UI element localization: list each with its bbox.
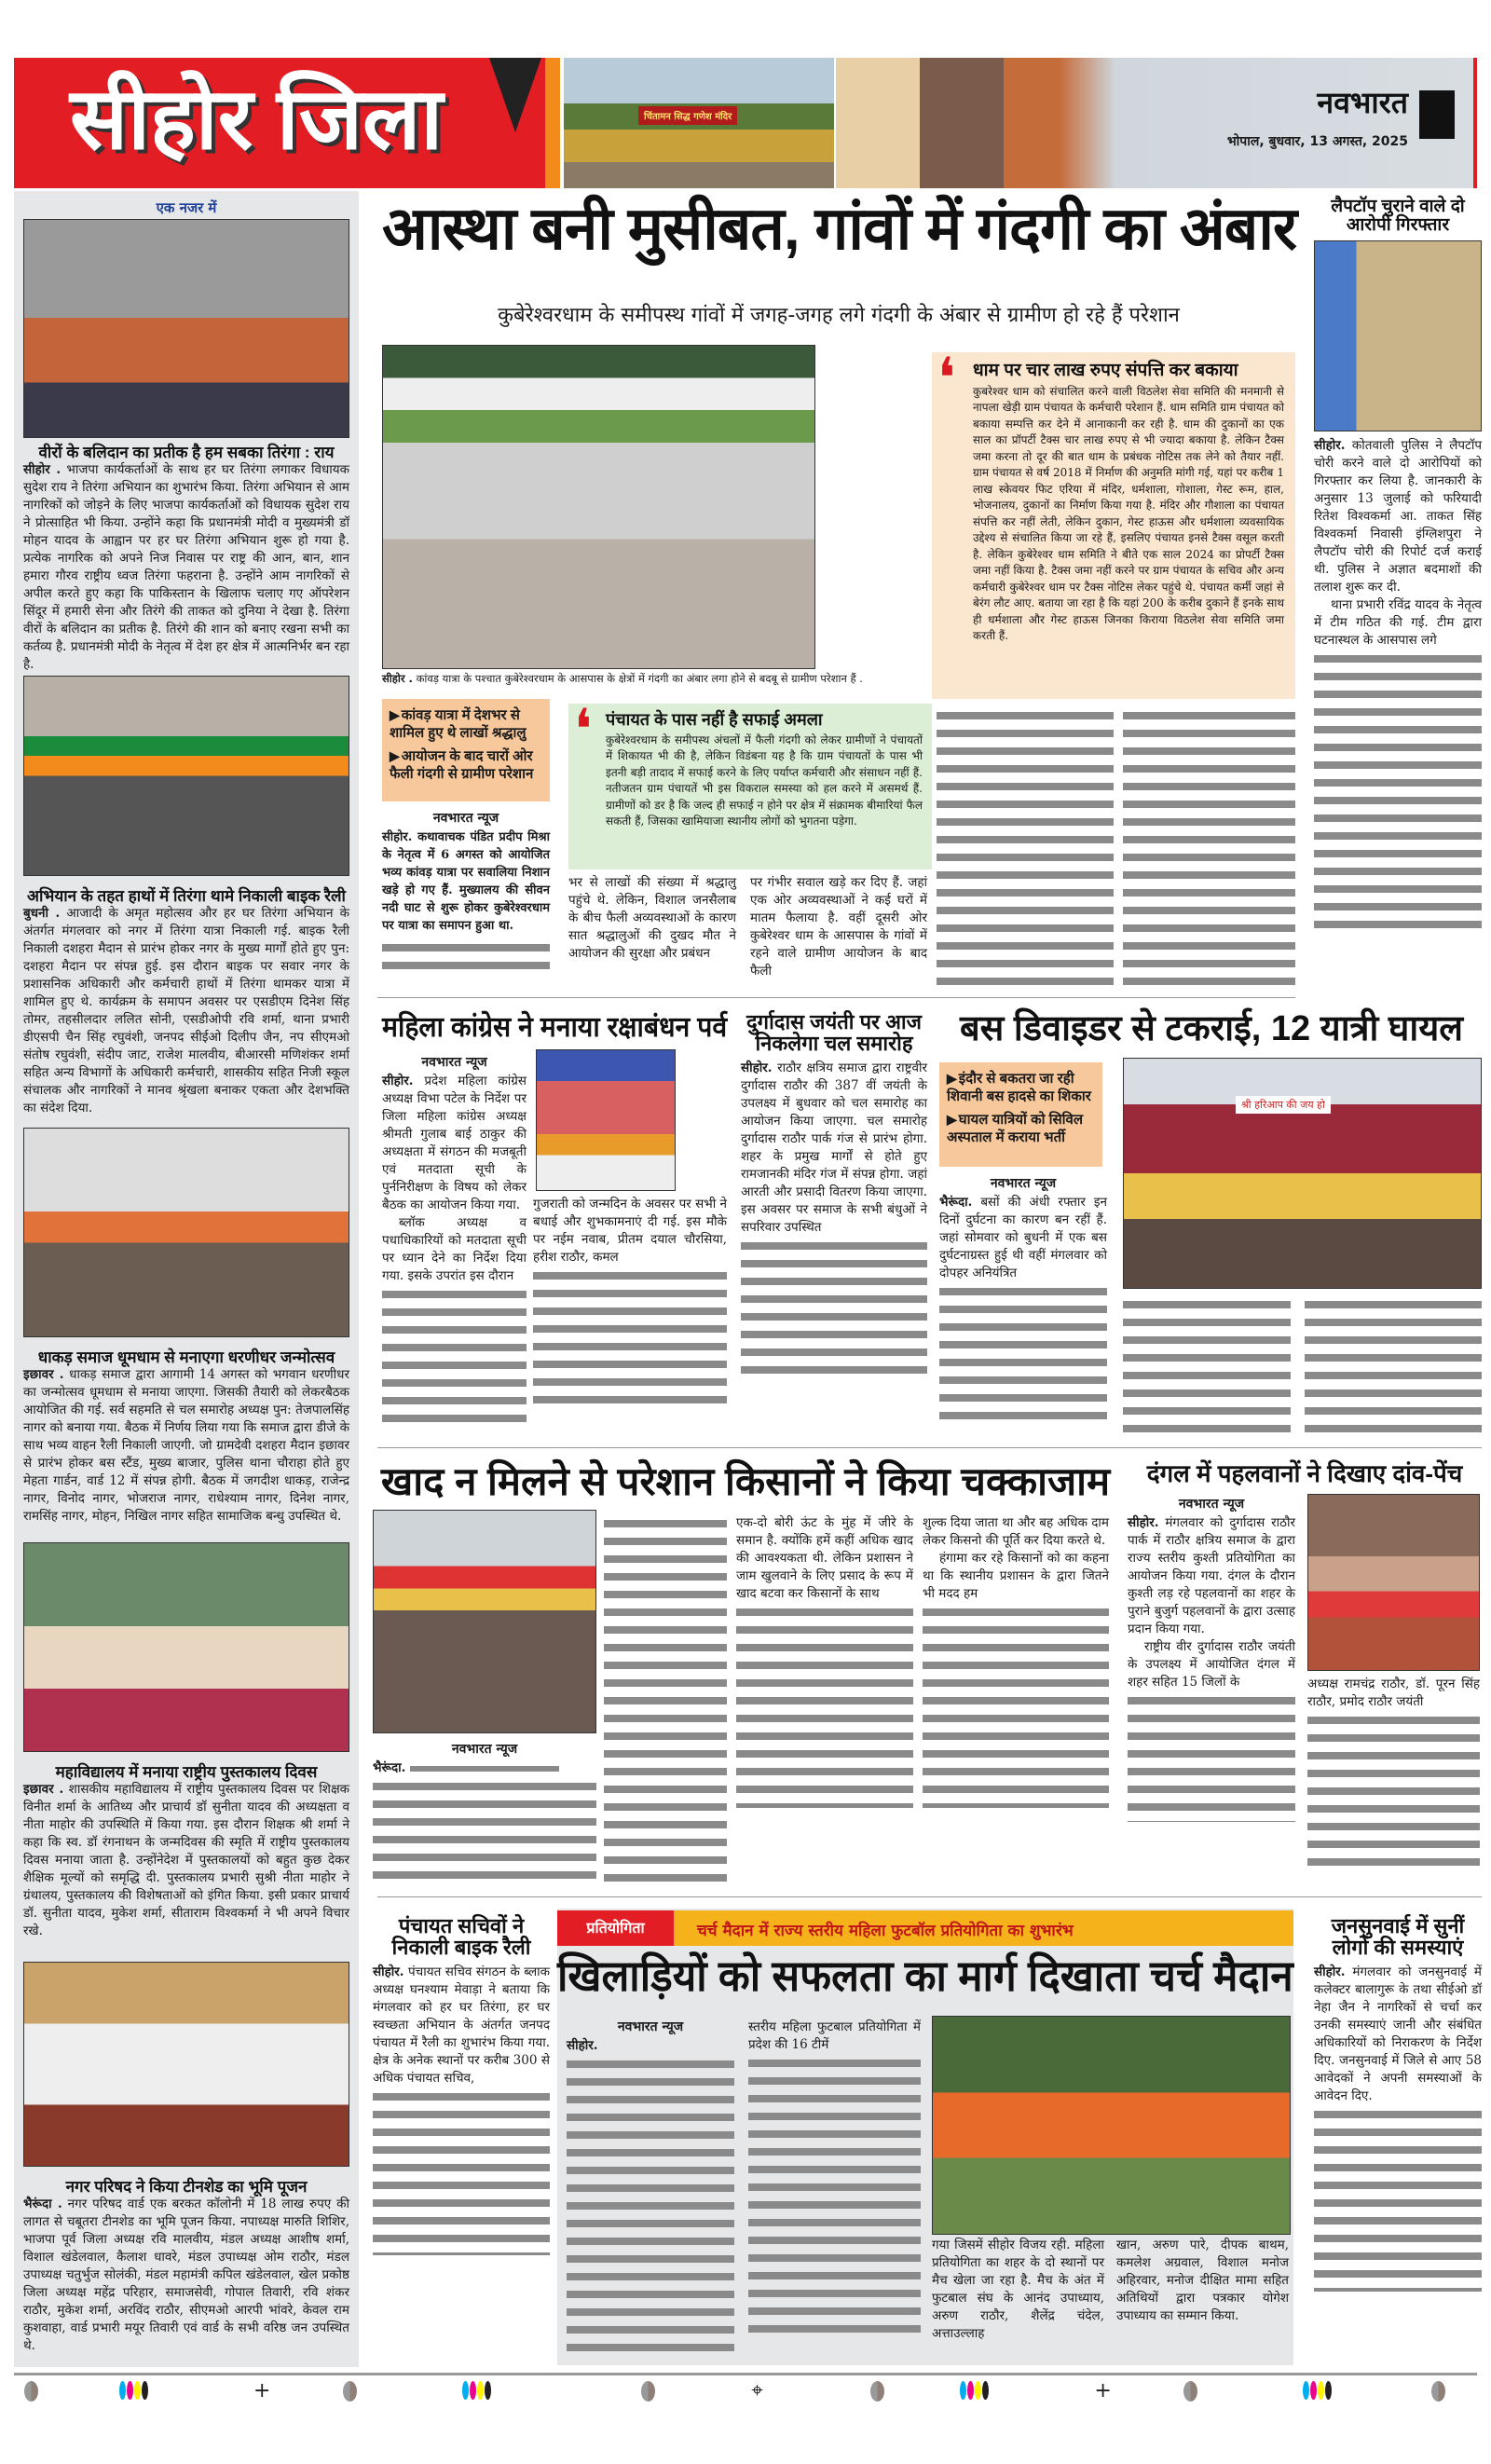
text-filler xyxy=(1314,2105,1482,2292)
bus-headline: बस डिवाइडर से टकराई, 12 यात्री घायल xyxy=(959,1009,1464,1048)
mahila-congress-photo xyxy=(536,1049,676,1191)
highlight: ▶ कांवड़ यात्रा में देशभर से शामिल हुए थे लाखों श्रद्धालु xyxy=(390,706,542,742)
dateline: भैरूंदा . xyxy=(23,2196,62,2211)
byline: नवभारत न्यूज xyxy=(432,811,499,826)
box-title: पंचायत के पास नहीं है सफाई अमला xyxy=(606,710,823,729)
story-text xyxy=(1314,1964,1482,2105)
cmyk-patch-icon xyxy=(119,2381,148,2400)
section-title-banner xyxy=(14,58,559,188)
gray-patch-icon xyxy=(24,2381,38,2402)
intro-body: कथावाचक पंडित प्रदीप मिश्रा के नेतृत्व में 6 अगस्त को आयोजित भव्य कांवड़ यात्रा पर सवालिया निशान खड़े हो गए हैं. मुख्यालय की सीवन नदी घाट से शुरू होकर कुबेरेश्वरधाम पर यात्रा का समापन हुआ था. xyxy=(382,830,550,933)
story-text xyxy=(373,1964,550,2088)
police-photo xyxy=(1314,240,1482,431)
dateline: इछावर . xyxy=(23,1781,64,1797)
story-headline: लैपटॉप चुराने वाले दो आरोपी गिरफ्तार xyxy=(1331,197,1465,235)
story-headline: दुर्गादास जयंती पर आज निकलेगा चल समारोह xyxy=(746,1010,922,1056)
temple-sign: चिंतामन सिद्ध गणेश मंदिर xyxy=(638,106,737,125)
mahila-headline: महिला कांग्रेस ने मनाया रक्षाबंधन पर्व xyxy=(382,1012,728,1043)
football-col-2 xyxy=(748,2019,921,2334)
dateline: भैरूंदा. xyxy=(373,1760,406,1775)
story-text-2: हंगामा कर रहे किसानों को का कहना था कि स्थानीय प्रशासन के द्वारा जितने भी मदद हम xyxy=(923,1551,1109,1601)
brief-1 xyxy=(23,445,349,674)
brand-block xyxy=(1419,90,1455,139)
chakkajam-photo xyxy=(373,1510,596,1733)
dangal-headline: दंगल में पहलवानों ने दिखाए दांव-पेंच xyxy=(1146,1459,1463,1487)
bus-accident-photo xyxy=(1123,1058,1482,1289)
highlight: ▶ घायल यात्रियों को सिविल अस्पताल में कराया भर्ती xyxy=(947,1111,1095,1146)
gray-patch-icon xyxy=(1183,2381,1197,2402)
brief-headline: अभियान के तहत हाथों में तिरंगा थामे निकाली बाइक रैली xyxy=(27,887,346,905)
dateline: सीहोर. xyxy=(373,1964,404,1980)
text-filler xyxy=(382,1285,527,1425)
gray-patch-icon xyxy=(641,2381,655,2402)
garbage-photo xyxy=(382,345,815,669)
dateline: सीहोर. xyxy=(382,830,413,844)
dangal-col-1 xyxy=(1128,1493,1295,1822)
story-text: गुजराती को जन्मदिन के अवसर पर सभी ने बधाई और शुभकामनाएं दी गई. इस मौके पर नईम नवाब, प्रीतम दयाल चौरसिया, हरीश राठौर, कमल xyxy=(533,1197,727,1265)
dateline: बुधनी . xyxy=(23,905,61,921)
masthead xyxy=(14,58,1482,188)
brand-logo: नवभारत xyxy=(1317,86,1408,119)
brief-body xyxy=(23,2196,349,2355)
brief-headline: महाविद्यालय में मनाया राष्ट्रीय पुस्तकालय दिवस xyxy=(55,1763,318,1781)
footer-rule xyxy=(14,2373,1477,2375)
text-filler xyxy=(1314,650,1482,929)
kicker-bar xyxy=(557,1910,1293,1946)
lead-col-3: पर गंभीर सवाल खड़े कर दिए हैं. जहां एक ओर अव्यवस्थाओं ने कई घरों में मातम फैलाया है. वहीं दूसरी ओर कुबेरेश्वर धाम के आसपास के गांवों में रहने वाले ग्रामीण आयोजन के बाद फैली xyxy=(750,875,927,979)
dateline: सीहोर . xyxy=(382,672,413,685)
lead-col-5 xyxy=(1123,706,1295,986)
brief-text: भाजपा कार्यकर्ताओं के साथ हर घर तिरंगा लगाकर विधायक सुदेश राय ने तिरंगा अभियान का शुभारंभ किया. तिरंगा अभियान से आम नागरिकों को जोड़ने के लिए भाजपा कार्यकर्ताओं को विधायक सुदेश राय ने प्रोत्साहित भी किया. उन्होंने कहा कि प्रधानमंत्री मोदी व मुख्यमंत्री डॉ मोहन यादव के आह्वान पर हर घर तिरंगा अभियान शुरू हो गया है. प्रत्येक नागरिक को अपने निज निवास पर राष्ट्र की आन, बान, शान हमारा गौरव राष्ट्रीय ध्वज तिरंगा फहराना है. उन्होंने आम नागरिकों से अपील करते हुए कहा कि पाकिस्तान के खिलाफ चलाए गए ऑपरेशन सिंदूर में हमारी सेना और तिरंगे की ताकत को दुनिया ने देखा है. तिरंगा वीरों के बलिदान का प्रतीक है. तिरंगे की शान को बनाए रखना सभी का कर्तव्य है. प्रधानमंत्री मोदी के नेतृत्व में देश हर क्षेत्र में आत्मनिर्भर बन रहा है. xyxy=(23,461,350,672)
divider xyxy=(377,1447,1482,1448)
sachiv-story xyxy=(373,1915,550,2255)
kicker-label: प्रतियोगिता xyxy=(557,1910,674,1946)
lead-col-4 xyxy=(937,706,1114,986)
football-col-3: गया जिसमें सीहोर विजय रही. महिला प्रतियोगिता का शहर के दो स्थानों पर मैच खेला जा रहा है. मैच के अंत में फुटबाल संघ के आनंद उपाध्याय, अरुण राठौर, शैलेंद्र चंदेल, अत्ताउल्लाह xyxy=(932,2238,1104,2341)
crowd-photo xyxy=(836,58,1115,188)
brief-body xyxy=(23,1781,349,1940)
divider xyxy=(377,1896,1482,1897)
story-body: पंचायत सचिव संगठन के ब्लाक अध्यक्ष घनश्याम मेवाड़ा ने बताया कि मंगलवार को हर घर तिरंगा, हर घर स्वच्छता अभियान के अंतर्गत जनपद पंचायत में रैली का शुभारंभ किया गया. क्षेत्र के अनेक स्थानों पर करीब 300 से अधिक पंचायत सचिव, xyxy=(373,1964,550,2087)
box-title: धाम पर चार लाख रुपए संपत्ति कर बकाया xyxy=(973,361,1238,380)
story-body: मंगलवार को जनसुनवाई में कलेक्टर बालागुरू के तथा सीईओ डॉ नेहा जैन ने नागरिकों से चर्चा कर उनकी समस्याएं जानी और संबंधित अधिकारियों को निराकरण के निर्देश दिए. जनसुनवाई में जिले से आए 58 आवेदकों ने अपनी समस्याओं के आवेदन दिए. xyxy=(1314,1964,1482,2104)
dateline: सीहोर. xyxy=(382,1074,414,1088)
byline: नवभारत न्यूज xyxy=(421,1055,487,1070)
brief-text: धाकड़ समाज द्वारा आगामी 14 अगस्त को भगवान धरणीधर का जन्मोत्सव धूमधाम से मनाया जाएगा. जिसकी तैयारी को लेकरबैठक आयोजित की गई. सर्व सहमति से चल समारोह अध्यक्ष पुन: तेजपालसिंह नागर को बनाया गया. बैठक में निर्णय लिया गया कि समाज द्वारा डीजे के साथ भव्य वाहन रैली निकाली जाएगी. जो ग्रामदेवी दशहरा मैदान इछावर से प्रारंभ होकर बस स्टैंड, मुख्य बाजार, पुलिस थाना चौराहा होते हुए मेहता गार्डन, वार्ड 12 में संपन्न होगी. बैठक में जगदीश धाकड़, राजेन्द्र नागर, विनोद नागर, भोजराज नागर, राधेश्याम नागर, दिनेश नागर, रामसिंह नागर, मोहन, निखिल नागर सहित सामाजिक बन्धु उपस्थित थे. xyxy=(23,1366,349,1524)
gray-patch-icon xyxy=(1431,2381,1445,2402)
photo-caption xyxy=(382,672,923,686)
wrestling-photo xyxy=(1307,1494,1480,1671)
byline: नवभारत न्यूज xyxy=(990,1176,1057,1191)
temple-photo xyxy=(564,58,834,188)
dangal-col-2 xyxy=(1307,1676,1480,1874)
story-text: अध्यक्ष रामचंद्र राठौर, डॉ. पूरन सिंह राठौर, प्रमोद राठौर जयंती xyxy=(1307,1677,1480,1709)
cmyk-patch-icon xyxy=(1303,2381,1332,2400)
lead-headline: आस्था बनी मुसीबत, गांवों में गंदगी का अंबार xyxy=(382,195,1297,262)
story-text-2: राष्ट्रीय वीर दुर्गादास राठौर जयंती के उपलक्ष्य में आयोजित दंगल में शहर सहित 15 जिलों के xyxy=(1128,1639,1295,1690)
story-headline: पंचायत सचिवों ने निकाली बाइक रैली xyxy=(391,1914,531,1960)
banner-stripe-orange xyxy=(545,58,560,188)
text-filler xyxy=(1307,1711,1480,1874)
story-text xyxy=(1128,1514,1295,1638)
text-filler xyxy=(1128,1691,1295,1822)
mahila-col-1 xyxy=(382,1051,527,1425)
highlight: ▶ आयोजन के बाद चारों ओर फैली गंदगी से ग्रामीण परेशान xyxy=(390,747,542,783)
brief-5 xyxy=(23,2179,349,2355)
text-filler xyxy=(382,938,550,974)
quote-icon: ❛ xyxy=(574,697,593,762)
box-body: कुबेरेश्वरधाम के समीपस्थ अंचलों में फैली गंदगी को लेकर ग्रामीणों ने पंचायतों में शिकायत भी की है, लेकिन विडंबना यह है कि ग्राम पंचायतों के पास भी इतनी बड़ी तादाद में सफाई करने के लिए पर्याप्त कर्मचारी और संसाधन नहीं हैं. नतीजतन ग्राम पंचायतें भी इस विकराल समस्या को हल करने में असमर्थ हैं. ग्रामीणों को डर है कि जल्द ही सफाई न होने पर क्षेत्र में संक्रामक बीमारियां फैल सकती हैं, जिसका खामियाजा स्थानीय लोगों को भुगतना पड़ेगा. xyxy=(606,732,923,828)
lead-intro xyxy=(382,807,550,974)
text-filler xyxy=(533,1266,727,1406)
story-text xyxy=(373,1759,596,1777)
brief-3 xyxy=(23,1349,349,1526)
text-filler xyxy=(741,1237,927,1376)
story-text-2: ब्लॉक अध्यक्ष व पधाधिकारियों को मतदाता सूची पर ध्यान देने का निर्देश दिया गया. इसके उपरांत इस दौरान xyxy=(382,1215,527,1283)
masthead-gray xyxy=(1114,58,1477,188)
bus-col-2 xyxy=(1123,1295,1291,1435)
story-body: प्रदेश महिला कांग्रेस अध्यक्ष विभा पटेल के निर्देश पर जिला महिला कांग्रेस अध्यक्ष श्रीमती गुलाब बाई ठाकुर की अध्यक्षता में संगठन की मजबूती एवं मतदाता सूची के पुर्ननिरीक्षण के विषय को लेकर बैठक का आयोजन किया गया. xyxy=(382,1074,527,1212)
dateline: इछावर . xyxy=(23,1366,64,1382)
dateline: सीहोर. xyxy=(741,1061,773,1076)
football-col-1 xyxy=(567,2016,734,2353)
registration-marks xyxy=(0,2381,1491,2409)
story-text xyxy=(939,1194,1107,1282)
football-story xyxy=(557,1909,1293,2365)
bhoomi-pujan-photo xyxy=(23,1962,349,2167)
ek-nazar-column xyxy=(14,191,359,2367)
tiranga-photo xyxy=(23,219,349,438)
football-headline: खिलाड़ियों को सफलता का मार्ग दिखाता चर्च मैदान xyxy=(557,1951,1293,2000)
caption-text: कांवड़ यात्रा के पश्चात कुबेरेश्वरधाम के आसपास के क्षेत्रों में गंदगी का अंबार लगा होने से बदबू से ग्रामीण परेशान हैं . xyxy=(416,672,863,685)
gray-patch-icon xyxy=(343,2381,357,2402)
bus-sign: श्री हरिआप की जय हो xyxy=(1236,1096,1331,1114)
target-icon: ⌖ xyxy=(751,2379,763,2402)
story-body: बसों की अंधी रफ्तार इन दिनों दुर्घटना का कारण बन रहीं हैं. जहां सोमवार को बुधनी में एक बस दुर्घटनाग्रस्त हुई थी वहीं मंगलवार को दोपहर अनियंत्रित xyxy=(939,1195,1108,1280)
story-text: स्तरीय महिला फुटबाल प्रतियोगिता में प्रदेश की 16 टीमें xyxy=(748,2019,921,2052)
khad-col-1 xyxy=(373,1738,596,1880)
dateline: सीहोर. xyxy=(1128,1515,1159,1530)
lead-highlights xyxy=(382,699,550,801)
dateline: सीहोर. xyxy=(1314,1964,1346,1980)
text-filler xyxy=(939,1282,1107,1422)
khad-col-1b xyxy=(604,1514,727,1887)
dateline: सीहोर. xyxy=(1314,437,1346,453)
byline: नवभारत न्यूज xyxy=(617,2019,684,2034)
story-body-2: थाना प्रभारी रविंद्र यादव के नेतृत्व में टीम गठित की गई. टीम द्वारा घटनास्थल के आसपास लगे xyxy=(1314,596,1482,648)
brief-headline: वीरों के बलिदान का प्रतीक है हम सबका तिरंगा : राय xyxy=(38,444,335,461)
text-filler xyxy=(410,1760,559,1772)
column-header: एक नजर में xyxy=(156,199,217,216)
publication-date: भोपाल, बुधवार, 13 अगस्त, 2025 xyxy=(1226,134,1408,149)
story-text: शुल्क दिया जाता था और बह अधिक दाम लेकर किसनो की पूर्ति कर दिया करते थे. xyxy=(923,1515,1109,1548)
football-photo xyxy=(932,2016,1291,2235)
lead-subheadline: कुबेरेश्वरधाम के समीपस्थ गांवों में जगह-जगह लगे गंदगी के अंबार से ग्रामीण हो रहे हैं परेशान xyxy=(498,304,1180,327)
crosshair-icon: + xyxy=(1094,2379,1112,2402)
quote-icon: ❛ xyxy=(937,346,956,411)
story-text: एक-दो बोरी ऊंट के मुंह में जीरे के समान है. क्योंकि हमें कहीं अधिक खाद की आवश्यकता थी. लेकिन प्रशासन ने जाम खुलवाने के लिए प्रसाद के रूप में खाद बटवा कर किसानों के साथ xyxy=(736,1515,913,1601)
lead-col-2: भर से लाखों की संख्या में श्रद्धालु पहुंचे थे. लेकिन, विशाल जनसैलाब के बीच फैली अव्यवस्थाओं के कारण सात श्रद्धालुओं की दुखद मौत ने आयोजन की सुरक्षा और प्रबंधन xyxy=(568,875,736,961)
brief-body xyxy=(23,1366,349,1526)
story-body: मंगलवार को दुर्गादास राठौर पार्क में राठौर क्षत्रिय समाज के द्वारा राज्य स्तरीय कुश्ती प्रतियोगिता का आयोजन किया गया. दंगल के दौरान कुश्ती लड़ रहे पहलवानों का शहर के पुराने बुजुर्ग पहलवानों के द्वारा उत्साह प्रदान किया गया. xyxy=(1128,1515,1296,1636)
brief-body xyxy=(23,461,349,674)
dateline: भैरूंदा. xyxy=(939,1195,973,1210)
intro-text xyxy=(382,828,550,935)
gray-patch-icon xyxy=(870,2381,884,2402)
bus-col-1 xyxy=(939,1172,1107,1422)
byline: नवभारत न्यूज xyxy=(451,1742,518,1757)
dateline: सीहोर . xyxy=(23,461,62,477)
brief-body xyxy=(23,905,349,1117)
story-text xyxy=(741,1060,927,1237)
brief-text: आजादी के अमृत महोत्सव और हर घर तिरंगा अभियान के अंतर्गत मंगलवार को नगर में तिरंगा यात्रा निकाली गई. बाइक रैली निकाली दशहरा मैदान से प्रारंभ होकर नगर के मुख्य मार्गों होते हुए पुन: दशहरा मैदान पर संपन्न हुई. इस दौरान बाइक पर सवार नगर के प्रशासनिक अधिकारी और कर्मचारी हाथों में तिरंगा थामकर यात्रा में शामिल हुए थे. कार्यक्रम के समापन अवसर पर एसडीएम दिनेश सिंह तोमर, तहसीलदार ललित सोनी, एसडीओपी रवि शर्मा, थाना प्रभारी डीएसपी चैन सिंह रघुवंशी, जनपद सीईओ दिलीप जैन, नप सीएमओ संतोष रघुवंशी, संदीप जाट, राजेश मालवीय, बीआरसी मणिशंकर शर्मा सहित अन्य विभागों के अधिकारी कर्मचारी, शासकीय सहित निजी स्कूल संचालक और नागरिकों ने मानव श्रृंखला बनाकर एकता और देशभक्ति का संदेश दिया. xyxy=(23,905,350,1116)
library-day-photo xyxy=(23,1542,349,1752)
story-text xyxy=(382,1073,527,1214)
brief-text: नगर परिषद वार्ड एक बरकत कॉलोनी में 18 लाख रुपए की लागत से चबूतरा टीनशेड का भूमि पूजन किया. नपाध्यक्ष मारुति शिशिर, भाजपा पूर्व जिला अध्यक्ष रवि मालवीय, मंडल अध्यक्ष आशीष शर्मा, विशाल खंडेलवाल, कैलाश धावरे, मंडल उपाध्यक्ष ओम राठौर, मंडल उपाध्यक्ष चतुर्भुज सोलंकी, मंडल महामंत्री कपिल खंडेलवाल, खेल प्रकोष्ठ जिला अध्यक्ष महेंद्र परिहार, समाजसेवी, गोपाल तिवारी, रवि शंकर राठौर, मुकेश शर्मा, अरविंद राठौर, सीएमओ आरपी भांवरे, केवल राम कुशवाहा, वार्ड प्रभारी मयूर तिवारी एवं वार्ड के सभी वरिष्ठ जन उपस्थित थे. xyxy=(23,2196,350,2353)
section-title: सीहोर जिला xyxy=(70,72,444,167)
brief-headline: नगर परिषद ने किया टीनशेड का भूमि पूजन xyxy=(65,2178,308,2196)
cmyk-patch-icon xyxy=(462,2381,491,2400)
khad-col-2 xyxy=(736,1514,913,1808)
text-filler xyxy=(748,2054,921,2334)
bus-col-3 xyxy=(1305,1295,1482,1435)
brief-text: शासकीय महाविद्यालय में राष्ट्रीय पुस्तकालय दिवस पर शिक्षक विनीत शर्मा के आतिथ्य और प्राचार्य डॉ सुनीता यादव की अध्यक्षता व नीता माहोर की उपस्थिति में किया गया. इस दौरान शिक्षक श्री शर्मा ने कहा कि स्व. डॉ रंगनाथन के जन्मदिवस की स्मृति में राष्ट्रीय पुस्तकालय दिवस मनाया जाता है. उन्होंनेदेश में पुस्तकालयों को बहुत कुछ देकर शैक्षिक मूल्यों को समृद्धि दी. पुस्तकालय प्रभारी सुश्री नीता माहोर ने ग्रंथालय, पुस्तकालय की विशेषताओं को इंगित किया. इसी प्रकार प्राचार्य डॉ. सुनीता यादव, मुकेश शर्मा, सीताराम विश्वकर्मा ने भी अपने विचार रखे. xyxy=(23,1781,349,1938)
mahila-col-2 xyxy=(533,1196,727,1406)
text-filler xyxy=(923,1603,1109,1808)
bike-rally-photo xyxy=(23,676,349,876)
story-headline: जनसुनवाई में सुनीं लोगों की समस्याएं xyxy=(1331,1914,1465,1960)
divider xyxy=(377,997,1295,998)
byline: नवभारत न्यूज xyxy=(1178,1497,1245,1512)
bus-highlights xyxy=(939,1062,1102,1167)
story-body xyxy=(1314,437,1482,596)
highlight: ▶ इंदौर से बकतरा जा रही शिवानी बस हादसे का शिकार xyxy=(947,1070,1095,1105)
text-filler xyxy=(736,1603,913,1808)
brief-4 xyxy=(23,1764,349,1940)
story-text xyxy=(567,2037,734,2055)
laptop-story xyxy=(1314,198,1482,929)
dhakad-samaj-photo xyxy=(23,1128,349,1337)
dham-tax-box xyxy=(932,346,1295,699)
strap-line: चर्च मैदान में राज्य स्तरीय महिला फुटबॉल प्रतियोगिता का शुभारंभ xyxy=(697,1922,1074,1940)
brief-headline: धाकड़ समाज धूमधाम से मनाएगा धरणीधर जन्मोत्सव xyxy=(37,1348,335,1366)
text-filler xyxy=(373,2088,550,2255)
story-text: कोतवाली पुलिस ने लैपटॉप चोरी करने वाले दो आरोपियों को गिरफ्तार कर लिया है. जानकारी के अनुसार 13 जुलाई को फरियादी रितेश विश्वकर्मा आ. ताकत सिंह विश्वकर्मा निवासी इंग्लिशपुरा ने लैपटॉप चोरी की रिपोर्ट दर्ज कराई थी. पुलिस ने अज्ञात बदमाशों की तलाश शुरू कर दी. xyxy=(1314,437,1482,595)
cmyk-patch-icon xyxy=(960,2381,989,2400)
text-filler xyxy=(373,1777,596,1880)
football-col-4: खान, अरुण पारे, दीपक बाथम, कमलेश अग्रवाल, विशाल मनोज अहिरवार, मनोज दीक्षित मामा सहित अतिथियों द्वारा पत्रकार योगेश उपाध्याय का सम्मान किया. xyxy=(1116,2238,1289,2323)
banner-triangle-black xyxy=(489,58,541,132)
panchayat-box xyxy=(568,697,932,869)
durgadas-story xyxy=(741,1011,927,1376)
dateline: सीहोर. xyxy=(567,2038,598,2053)
khad-headline: खाद न मिलने से परेशान किसानों ने किया चक्काजाम xyxy=(380,1459,1111,1503)
brief-2 xyxy=(23,888,349,1117)
text-filler xyxy=(567,2055,734,2353)
box-body: कुबरेश्वर धाम को संचालित करने वाली विठलेश सेवा समिति की मनमानी से नापला खेड़ी ग्राम पंचायत के कर्मचारी परेशान हैं. धाम समिति ग्राम पंचायत को बकाया सम्पत्ति कर देने में आनाकानी कर रही है. धाम की दुकानों का एक साल का प्रॉपर्टी टैक्स चार लाख रुपए से भी ज्यादा बकाया है. लेकिन टैक्स जमा करना तो दूर की बात धाम के प्रबंधक नोटिस तक लेने को तैयार नहीं. ग्राम पंचायत से वर्ष 2018 में निर्माण की अनुमति मांगी गई, यहां पर करीब 1 लाख स्केवयर फिट एरिया में मंदिर, धर्मशाला, गोशाला, गेस्ट रूम, हाल, भोजनालय, दुकानों का निर्माण किया गया है. मंदिर और गौशाला का पंचायत संपत्ति कर नहीं लेती, लेकिन दुकान, गेस्ट हाऊस और धर्मशाला व्यवसायिक उद्देश्य से संचालित किया जा रहे हैं, इसलिए पंचायत इनसे टैक्स वसूल करती है. लेकिन कुबेरेश्वर धाम समिति ने बीते एक साल 2024 का प्रोपर्टी टैक्स जमा नहीं किया है. टैक्स जमा नहीं करने पर ग्राम पंचायत के सचिव और अन्य कर्मचारी कुबेरेश्वर धाम पर टैक्स नोटिस लेकर पहुंचे थे. पंचायत कर्मी जहां से बेरंग लौट आए. बताया जा रहा है कि यहां 200 के करीब दुकाने हैं इनके साथ ही धर्मशाला और गेस्ट हाऊस जिनका किराया विठलेश सेवा समिति जमा करती हैं. xyxy=(973,384,1284,643)
khad-col-3 xyxy=(923,1514,1109,1808)
story-body: राठौर क्षत्रिय समाज द्वारा राष्ट्रवीर दुर्गादास राठौर की 387 वीं जयंती के उपलक्ष्य में बुधवार को चल समारोह का आयोजन किया जाएगा. चल समारोह दुर्गादास राठौर पार्क गंज से प्रारंभ होगा. शहर के प्रमुख मार्गों से होते हुए रामजानकी मंदिर गंज में संपन्न होगा. जहां आरती और प्रसादी वितरण किया जाएगा. इस अवसर पर समाज के सभी बंधुओं ने सपरिवार उपस्थित xyxy=(741,1061,927,1236)
jansunwai-story xyxy=(1314,1915,1482,2292)
crosshair-icon: + xyxy=(253,2379,271,2402)
